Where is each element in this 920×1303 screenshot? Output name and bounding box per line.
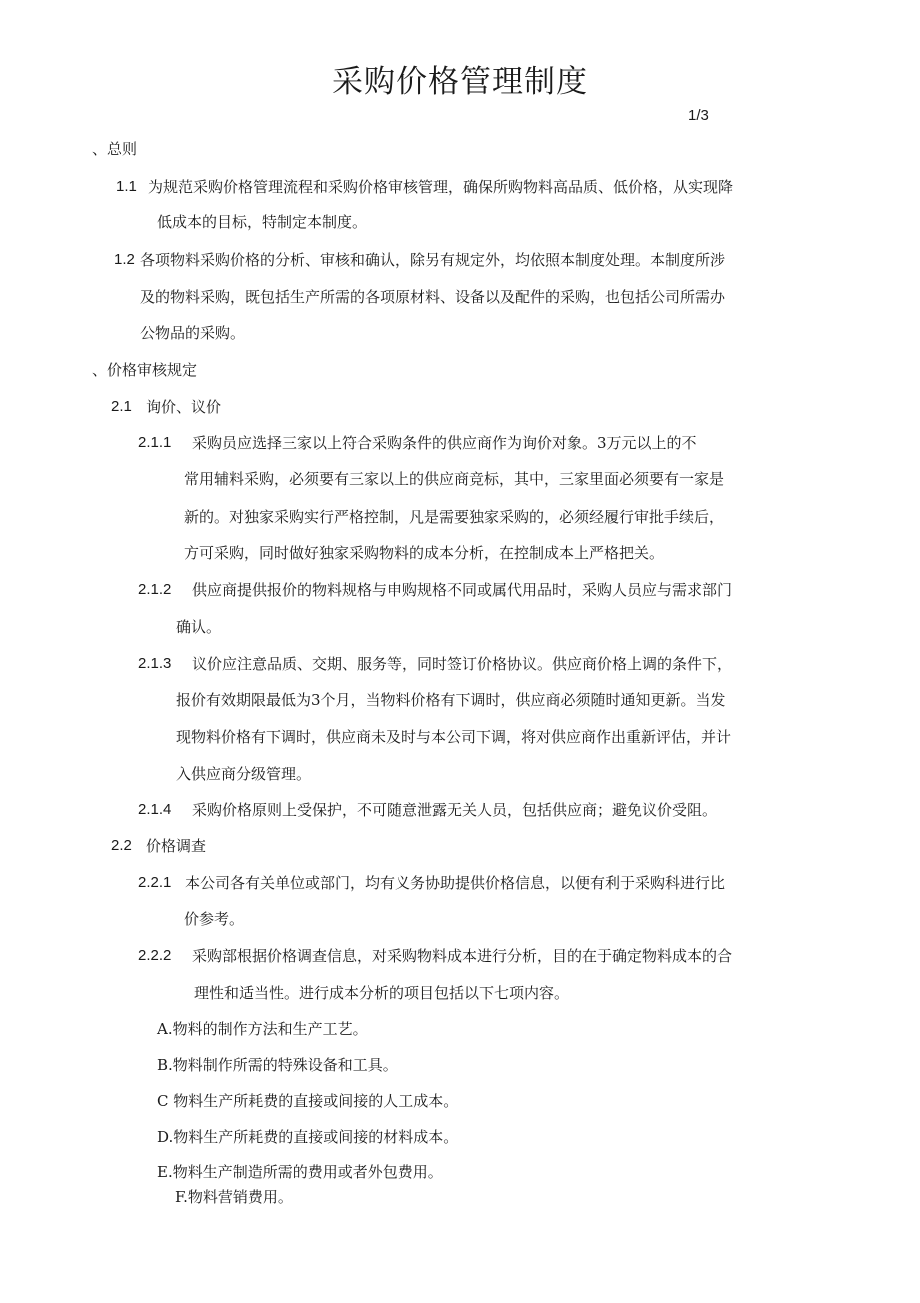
cost-item: E.物料生产制造所需的费用或者外包费用。 xyxy=(157,1163,443,1181)
cost-item: D.物料生产所耗费的直接或间接的材料成本。 xyxy=(157,1128,459,1146)
clause-text: 现物料价格有下调时，供应商未及时与本公司下调，将对供应商作出重新评估，并计 xyxy=(176,728,732,746)
clause-text: 本公司各有关单位或部门，均有义务协助提供价格信息，以便有利于采购科进行比 xyxy=(185,874,726,892)
page-number: 1/3 xyxy=(688,107,709,124)
clause-text: 理性和适当性。进行成本分析的项目包括以下七项内容。 xyxy=(194,984,570,1002)
clause-text: 价参考。 xyxy=(184,910,245,928)
subsection-title: 询价、议价 xyxy=(146,398,222,416)
clause-text: 报价有效期限最低为3个月，当物料价格有下调时，供应商必须随时通知更新。当发 xyxy=(176,691,726,709)
clause-number: 2.1.2 xyxy=(138,581,172,598)
cost-item: A.物料的制作方法和生产工艺。 xyxy=(157,1020,368,1038)
clause-text: 为规范采购价格管理流程和采购价格审核管理，确保所购物料高品质、低价格，从实现降 xyxy=(148,178,734,196)
clause-text: 及的物料采购，既包括生产所需的各项原材料、设备以及配件的采购，也包括公司所需办 xyxy=(140,288,726,306)
clause-number: 2.1.4 xyxy=(138,801,172,818)
clause-text: 采购部根据价格调查信息，对采购物料成本进行分析，目的在于确定物料成本的合 xyxy=(192,947,733,965)
document-title: 采购价格管理制度 xyxy=(332,64,588,100)
section-heading-price-review: 、价格审核规定 xyxy=(92,361,198,379)
clause-number: 2.2.2 xyxy=(138,947,172,964)
clause-text: 常用辅料采购，必须要有三家以上的供应商竞标，其中，三家里面必须要有一家是 xyxy=(184,470,725,488)
clause-text: 确认。 xyxy=(176,618,222,636)
cost-item: B.物料制作所需的特殊设备和工具。 xyxy=(157,1056,398,1074)
section-heading-general: 、总则 xyxy=(92,140,138,158)
clause-text: 方可采购，同时做好独家采购物料的成本分析，在控制成本上严格把关。 xyxy=(184,544,665,562)
clause-text: 供应商提供报价的物料规格与申购规格不同或属代用品时，采购人员应与需求部门 xyxy=(192,581,733,599)
clause-number: 1.1 xyxy=(116,178,137,195)
clause-text: 采购员应选择三家以上符合采购条件的供应商作为询价对象。3万元以上的不 xyxy=(192,434,697,452)
clause-number: 2.1.1 xyxy=(138,434,172,451)
clause-text: 各项物料采购价格的分析、审核和确认，除另有规定外，均依照本制度处理。本制度所涉 xyxy=(140,251,726,269)
clause-text: 议价应注意品质、交期、服务等，同时签订价格协议。供应商价格上调的条件下， xyxy=(192,655,733,673)
clause-text: 低成本的目标，特制定本制度。 xyxy=(157,213,368,231)
subsection-number: 2.2 xyxy=(111,837,132,854)
clause-number: 2.1.3 xyxy=(138,655,172,672)
clause-number: 2.2.1 xyxy=(138,874,172,891)
clause-text: 入供应商分级管理。 xyxy=(176,765,312,783)
clause-text: 公物品的采购。 xyxy=(140,324,246,342)
cost-item: C 物料生产所耗费的直接或间接的人工成本。 xyxy=(157,1092,459,1110)
clause-number: 1.2 xyxy=(114,251,135,268)
subsection-number: 2.1 xyxy=(111,398,132,415)
clause-text: 采购价格原则上受保护，不可随意泄露无关人员，包括供应商；避免议价受阻。 xyxy=(192,801,718,819)
subsection-title: 价格调查 xyxy=(146,837,207,855)
clause-text: 新的。对独家采购实行严格控制，凡是需要独家采购的，必须经履行审批手续后， xyxy=(184,508,725,526)
cost-item: F.物料营销费用。 xyxy=(175,1188,293,1206)
